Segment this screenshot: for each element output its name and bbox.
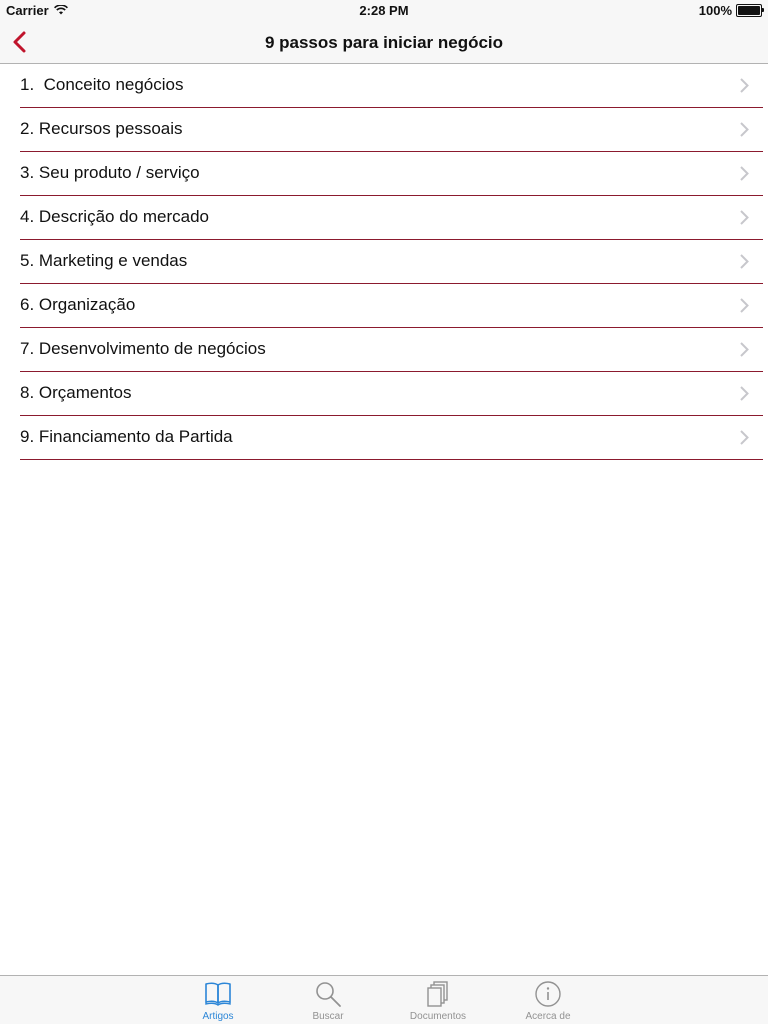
search-icon — [273, 980, 383, 1008]
chevron-right-icon — [740, 254, 749, 274]
page-title: 9 passos para iniciar negócio — [264, 33, 504, 52]
list-item[interactable] — [20, 240, 763, 284]
list-item[interactable] — [20, 152, 763, 196]
tab-artigos[interactable] — [163, 976, 273, 1025]
list-item-label: 4. Descrição do mercado — [20, 207, 209, 226]
battery-percent: 100% — [698, 3, 732, 18]
battery-indicator — [699, 3, 762, 18]
list-item-label: 1. Conceito negócios — [20, 75, 184, 94]
list-item[interactable] — [20, 284, 763, 328]
list-item-label: 7. Desenvolvimento de negócios — [20, 339, 266, 358]
book-icon — [163, 980, 273, 1006]
list-item[interactable] — [20, 196, 763, 240]
chevron-right-icon — [740, 298, 749, 318]
tab-label: Buscar — [312, 1011, 344, 1022]
tab-documentos[interactable] — [383, 976, 493, 1025]
navigation-bar — [0, 20, 768, 64]
list-item-label: 6. Organização — [20, 295, 136, 314]
list-item[interactable] — [20, 64, 763, 108]
tab-acerca-de[interactable] — [493, 976, 603, 1025]
list-item-label: 2. Recursos pessoais — [20, 119, 183, 138]
list-item[interactable] — [20, 372, 763, 416]
chevron-right-icon — [740, 166, 749, 186]
list-item-label: 5. Marketing e vendas — [20, 251, 188, 270]
tab-label: Documentos — [409, 1011, 467, 1022]
chevron-right-icon — [740, 210, 749, 230]
documents-icon — [383, 980, 493, 1008]
tab-label: Acerca de — [525, 1011, 571, 1022]
list-item-label: 8. Orçamentos — [20, 383, 132, 402]
chevron-right-icon — [740, 122, 749, 142]
list-item[interactable] — [20, 416, 763, 460]
list-item-label: 9. Financiamento da Partida — [20, 427, 233, 446]
list-item[interactable] — [20, 108, 763, 152]
chevron-right-icon — [740, 430, 749, 450]
list-item-label: 3. Seu produto / serviço — [20, 163, 200, 182]
info-icon — [493, 980, 603, 1008]
tab-label: Artigos — [202, 1011, 234, 1022]
article-list — [20, 64, 763, 460]
tab-bar — [0, 975, 768, 1024]
tab-buscar[interactable] — [273, 976, 383, 1025]
status-bar — [0, 0, 768, 20]
carrier-label: Carrier — [6, 3, 49, 18]
status-time: 2:28 PM — [359, 3, 409, 18]
battery-icon — [736, 4, 762, 17]
chevron-right-icon — [740, 386, 749, 406]
chevron-right-icon — [740, 342, 749, 362]
chevron-right-icon — [740, 78, 749, 98]
list-item[interactable] — [20, 328, 763, 372]
